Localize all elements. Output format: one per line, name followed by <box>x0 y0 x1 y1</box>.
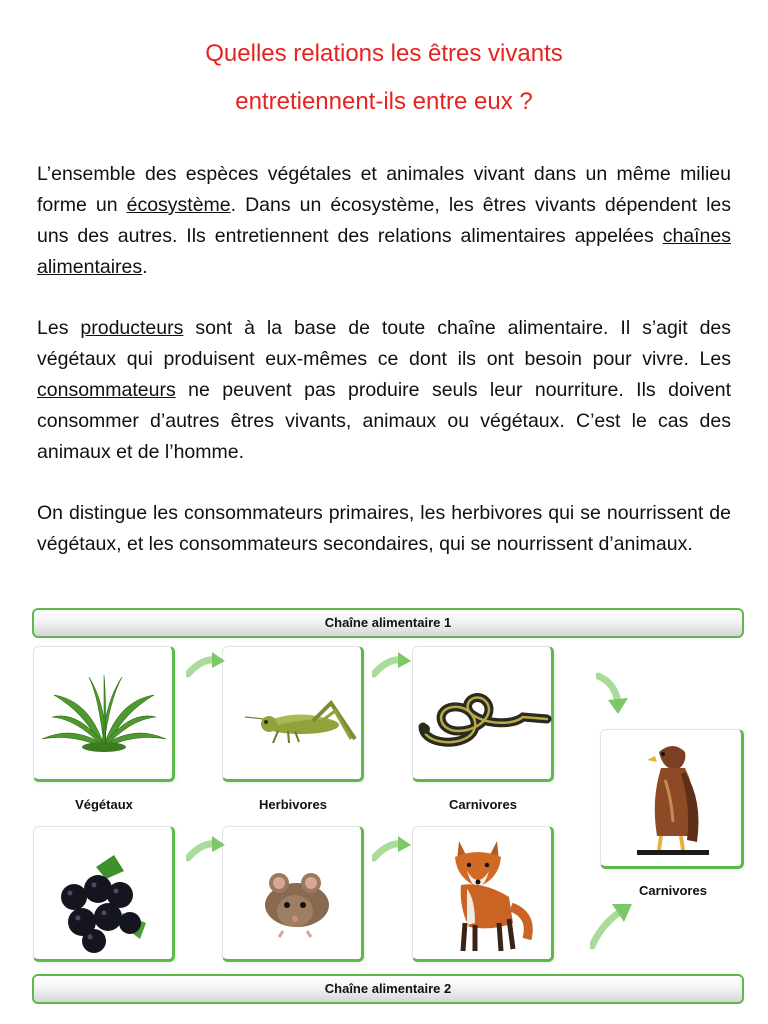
paragraph-producers <box>37 313 731 468</box>
arrow-icon <box>372 834 412 862</box>
arrow-down-icon <box>596 672 632 716</box>
label-carnivores-2: Carnivores <box>639 883 707 898</box>
text: Les <box>37 317 81 339</box>
term-ecosysteme: écosystème <box>126 194 231 216</box>
chain-2-header: Chaîne alimentaire 2 <box>32 974 744 1004</box>
arrow-icon <box>186 834 226 862</box>
arrow-icon <box>186 650 226 678</box>
card-carnivore-hawk <box>600 729 744 869</box>
text: . Dans un écosystème, les êtres vivants dépendent les uns des autres. Ils entretiennent des relations alimentaires appelées <box>37 194 731 247</box>
blackberries-image <box>34 827 174 961</box>
label-carnivores-1: Carnivores <box>449 797 517 812</box>
card-herbivore-grasshopper <box>222 646 364 782</box>
label-vegetaux: Végétaux <box>75 797 133 812</box>
term-chaines-alimentaires: chaînes alimentaires <box>37 225 731 278</box>
snake-image <box>413 647 553 781</box>
paragraph-consumers: On distingue les consommateurs primaires, les herbivores qui se nourrissent de végétaux, et les consommateurs secondaires, qui se nourrissent d’animaux. <box>37 502 731 555</box>
fox-image <box>413 827 553 961</box>
term-producteurs: producteurs <box>80 317 184 339</box>
card-vegetaux <box>33 646 175 782</box>
chain-1-header: Chaîne alimentaire 1 <box>32 608 744 638</box>
card-vegetaux-blackberries <box>33 826 175 962</box>
page-title-line-1: Quelles relations les êtres vivants <box>205 40 563 67</box>
text: . <box>142 256 148 278</box>
text: sont à la base de toute chaîne alimentaire. Il s’agit des végétaux qui produisent eux-mêmes ce dont ils ont besoin pour vivre. Les <box>37 317 732 370</box>
label-herbivores: Herbivores <box>259 797 327 812</box>
arrow-icon <box>372 650 412 678</box>
card-carnivore-fox <box>412 826 554 962</box>
text: L’ensemble des espèces végétales et animales vivant dans un même milieu forme un <box>37 163 731 216</box>
page-title-line-2: entretiennent-ils entre eux ? <box>235 88 533 115</box>
grasshopper-image <box>223 647 363 781</box>
text: ne peuvent pas produire seuls leur nourriture. Ils doivent consommer d’autres êtres vivants, animaux ou végétaux. C’est le cas des animaux et de l’homme. <box>37 379 731 463</box>
card-herbivore-mouse <box>222 826 364 962</box>
arrow-up-icon <box>590 900 636 950</box>
mouse-image <box>223 827 363 961</box>
paragraph-ecosystem <box>37 159 731 283</box>
fern-image <box>34 647 174 781</box>
term-consommateurs: consommateurs <box>37 379 176 401</box>
hawk-image <box>601 730 743 868</box>
card-carnivore-snake <box>412 646 554 782</box>
